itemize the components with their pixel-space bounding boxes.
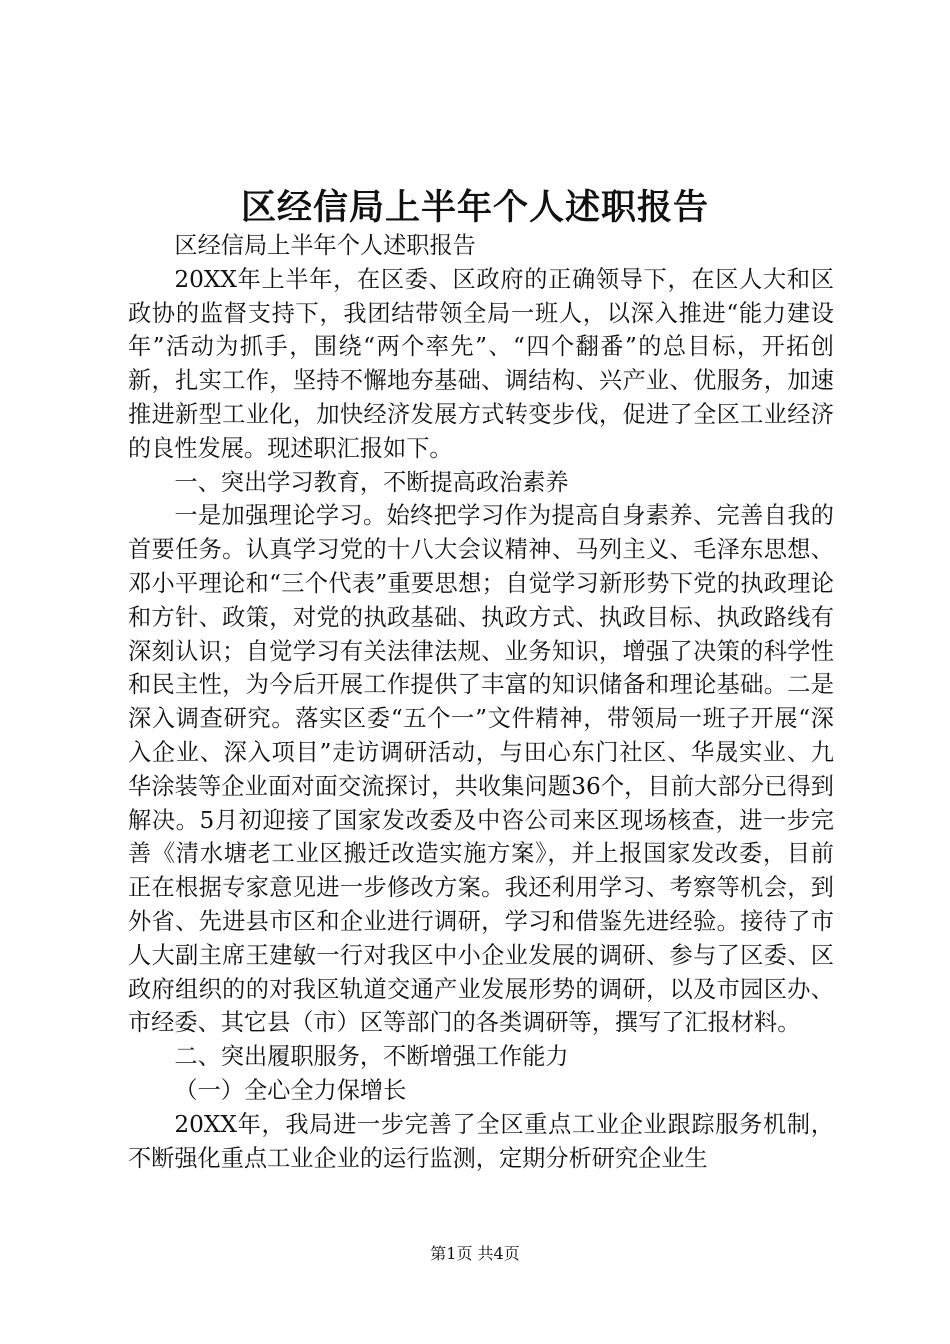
body-paragraph-growth: 20XX年，我局进一步完善了全区重点工业企业跟踪服务机制，不断强化重点工业企业的运行监测，定期分析研究企业生: [128, 1110, 834, 1172]
document-title: 区经信局上半年个人述职报告: [240, 187, 709, 228]
document-body: [128, 229, 834, 1175]
body-paragraph-subtitle: 区经信局上半年个人述职报告: [174, 232, 476, 259]
body-paragraph-study: 一是加强理论学习。始终把学习作为提高自身素养、完善自我的首要任务。认真学习党的十八大会议精神、马列主义、毛泽东思想、邓小平理论和“三个代表”重要思想；自觉学习新形势下党的执政理论和方针、政策，对党的执政基础、执政方式、执政目标、执政路线有深刻认识；自觉学习有关法律法规、业务知识，增强了决策的科学性和民主性，为今后开展工作提供了丰富的知识储备和理论基础。二是深入调查研究。落实区委“五个一”文件精神，带领局一班子开展“深入企业、深入项目”走访调研活动，与田心东门社区、华晟实业、九华涂装等企业面对面交流探讨，共收集问题36个，目前大部分已得到解决。5月初迎接了国家发改委及中咨公司来区现场核查，进一步完善《清水塘老工业区搬迁改造实施方案》，并上报国家发改委，目前正在根据专家意见进一步修改方案。我还利用学习、考察等机会，到外省、先进县市区和企业进行调研，学习和借鉴先进经验。接待了市人大副主席王建敏一行对我区中小企业发展的调研、参与了区委、区政府组织的的对我区轨道交通产业发展形势的调研，以及市园区办、市经委、其它县（市）区等部门的各类调研等，撰写了汇报材料。: [128, 502, 834, 1037]
section-heading-2: 二、突出履职服务，不断增强工作能力: [174, 1043, 569, 1071]
body-paragraph-intro: 20XX年上半年，在区委、区政府的正确领导下，在区人大和区政协的监督支持下，我团结带领全局一班人，以深入推进“能力建设年”活动为抓手，围绕“两个率先”、“四个翻番”的总目标，开拓创新，扎实工作，坚持不懈地夯基础、调结构、兴产业、优服务，加速推进新型工业化，加快经济发展方式转变步伐，促进了全区工业经济的良性发展。现述职汇报如下。: [128, 265, 834, 462]
subsection-heading-1: （一）全心全力保增长: [174, 1076, 407, 1104]
page-number-footer: 第1页 共4页: [430, 1244, 520, 1263]
section-heading-1: 一、突出学习教育，不断提高政治素养: [174, 468, 569, 496]
